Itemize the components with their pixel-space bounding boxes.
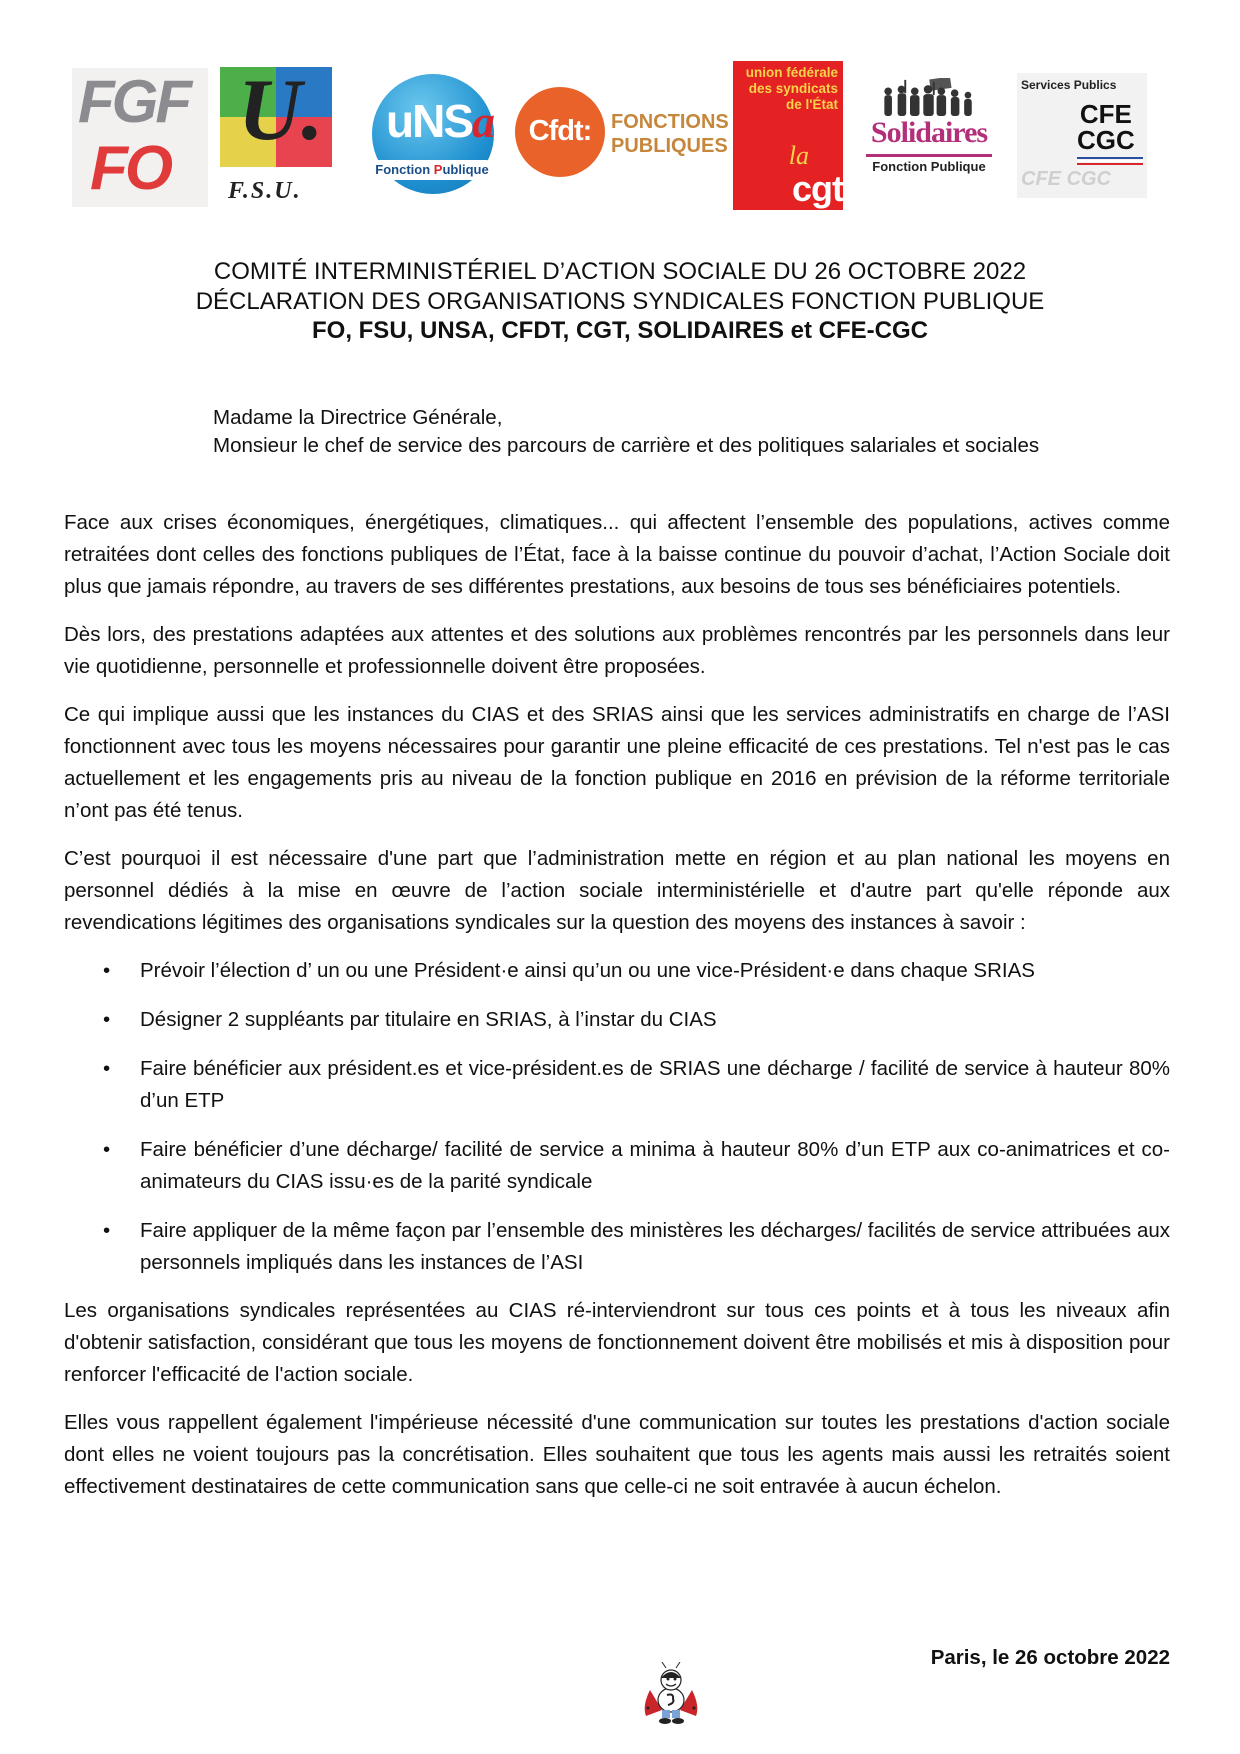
- unsa-sub-part2: P: [433, 162, 443, 177]
- list-item: [64, 1134, 1170, 1198]
- salutation-line2: Monsieur le chef de service des parcours de carrière et des politiques salariales et sociales: [213, 434, 1040, 457]
- cgt-line2: des syndicats: [748, 81, 838, 96]
- list-item-text: Prévoir l’élection d’ un ou une Président·e ainsi qu’un ou une vice-Président·e dans chaque SRIAS: [140, 959, 1035, 982]
- paragraph: Dès lors, des prestations adaptées aux attentes et des solutions aux problèmes rencontrés par les personnels dans leur vie quotidienne, personnelle et professionnelle doivent être proposées.: [64, 623, 1170, 678]
- cfe-text: CFE: [1079, 99, 1132, 129]
- salutation-line1: Madame la Directrice Générale,: [213, 406, 503, 429]
- cfdt-logo: [515, 87, 605, 177]
- cgt-wordmark: cgt: [792, 168, 843, 209]
- list-item: [64, 1215, 1170, 1279]
- heading-line2: DÉCLARATION DES ORGANISATIONS SYNDICALES FONCTION PUBLIQUE: [195, 287, 1045, 315]
- fo-logo-text: FO: [90, 134, 171, 203]
- cfe-cgc-tagline: Services Publics: [1021, 78, 1117, 92]
- list-item: [64, 955, 1170, 987]
- solidaires-subtitle: Fonction Publique: [872, 159, 986, 174]
- paragraph: Ce qui implique aussi que les instances du CIAS et des SRIAS ainsi que les services administratifs en charge de l’ASI fonctionnent avec tous les moyens nécessaires pour garantir une pleine efficacité de ces prestations. Tel n'est pas le cas actuellement et les engagements pris au niveau de la fonction publique en 2016 en prévision de la réforme territoriale n’ont pas été tenus.: [64, 703, 1170, 822]
- cfe-cgc-wordmark: [1077, 101, 1135, 153]
- cgt-federation-name: [746, 65, 838, 113]
- unsa-logo: [372, 74, 494, 194]
- paragraph: C’est pourquoi il est nécessaire d'une part que l’administration mette en région et au plan national les moyens en personnel dédiés à la mise en œuvre de l’action sociale interministérielle et d'autre part qu'elle réponde aux revendications légitimes des organisations syndicales sur la question des moyens des instances à savoir :: [64, 847, 1170, 934]
- cfdt-subtitle-line1: FONCTIONS: [611, 111, 729, 133]
- cfe-cgc-white-stripe: [1077, 160, 1143, 162]
- paragraph: Face aux crises économiques, énergétiques, climatiques... qui affectent l’ensemble des populations, actives comme retraitées dont celles des fonctions publiques de l’État, face à la baisse continue du pouvoir d’achat, l’Action Sociale doit plus que jamais répondre, au travers de ses différentes prestations, aux besoins de tous ses bénéficiaires potentiels.: [64, 511, 1170, 598]
- demands-list: [64, 955, 1170, 1279]
- cgt-la: la: [788, 141, 809, 170]
- fsu-logo: [220, 62, 332, 207]
- cfe-cgc-logo: [1017, 73, 1147, 198]
- crowd-icon: [876, 78, 982, 116]
- fsu-name: F.S.U.: [228, 178, 302, 204]
- list-item-text: Faire bénéficier d’une décharge/ facilité de service a minima à hauteur 80% d’un ETP aux co-animatrices et co-animateurs du CIAS issu·es de la parité syndicale: [140, 1138, 1170, 1193]
- bullet-icon: •: [103, 1138, 111, 1161]
- cgt-line1: union fédérale: [745, 65, 838, 80]
- heading-line1: COMITÉ INTERMINISTÉRIEL D’ACTION SOCIALE DU 26 OCTOBRE 2022: [213, 258, 1027, 285]
- list-item-text: Faire appliquer de la même façon par l’ensemble des ministères les décharges/ facilités de service attribuées aux personnels impliqués dans les instances de l’ASI: [140, 1219, 1170, 1274]
- cfdt-subtitle-line2: PUBLIQUES: [611, 135, 728, 157]
- bullet-icon: •: [103, 1008, 111, 1031]
- heading-signatories: FO, FSU, UNSA, CFDT, CGT, SOLIDAIRES et CFE-CGC: [311, 317, 929, 344]
- fsu-letter-u: U.: [238, 62, 324, 159]
- fgf-fo-logo: [72, 68, 208, 207]
- unsa-logo-text: [386, 95, 493, 147]
- unsa-sub-part3: ublique: [442, 162, 489, 177]
- cfe-cgc-red-stripe: [1077, 163, 1143, 165]
- place-and-date: Paris, le 26 octobre 2022: [930, 1646, 1170, 1669]
- fgf-logo-text: FGF: [78, 68, 189, 135]
- list-item-text: Désigner 2 suppléants par titulaire en SRIAS, à l’instar du CIAS: [140, 1008, 717, 1031]
- list-item: [64, 1053, 1170, 1117]
- cgt-logo: [733, 61, 843, 210]
- bullet-icon: •: [103, 959, 111, 982]
- unsa-sub-part1: Fonction: [375, 162, 434, 177]
- cfdt-subtitle: [611, 110, 729, 158]
- solidaires-wordmark: Solidaires: [870, 116, 988, 149]
- unsa-letters: uNS: [386, 95, 472, 147]
- paragraph: Elles vous rappellent également l'impérieuse nécessité d'une communication sur toutes les prestations d'action sociale dont elles ne voient toujours pas la concrétisation. Elles souhaitent que tous les agents mais aussi les retraités soient effectivement destinataires de cette communication sans que celle-ci ne soit entravée à aucun échelon.: [64, 1411, 1170, 1498]
- cfe-cgc-watermark: CFE CGC: [1021, 168, 1111, 190]
- bullet-icon: •: [103, 1057, 111, 1080]
- solidaires-underline: [866, 154, 992, 157]
- bullet-icon: •: [103, 1219, 111, 1242]
- solidaires-logo: [862, 78, 996, 174]
- paragraph: Les organisations syndicales représentées au CIAS ré-interviendront sur tous ces points et à tous les niveaux afin d'obtenir satisfaction, considérant que tous les moyens de fonctionnement doivent être mobilisés et mis à disposition pour renforcer l'efficacité de l'action sociale.: [64, 1299, 1170, 1386]
- unsa-subtitle: [368, 160, 496, 180]
- ladybug-superhero-icon: [640, 1662, 702, 1728]
- salutation: [213, 404, 1039, 460]
- list-item: [64, 1004, 1170, 1036]
- list-item-text: Faire bénéficier aux président.es et vice-président.es de SRIAS une décharge / facilité de service à hauteur 80% d’un ETP: [140, 1057, 1170, 1112]
- cgt-line3: de l'État: [786, 97, 838, 112]
- document-heading: [0, 257, 1240, 346]
- cgc-text: CGC: [1077, 125, 1135, 155]
- document-body: [64, 507, 1170, 1519]
- unsa-letter-a: a: [472, 96, 493, 147]
- cfe-cgc-blue-stripe: [1077, 157, 1143, 159]
- cfdt-logo-text: Cfdt:: [528, 115, 592, 147]
